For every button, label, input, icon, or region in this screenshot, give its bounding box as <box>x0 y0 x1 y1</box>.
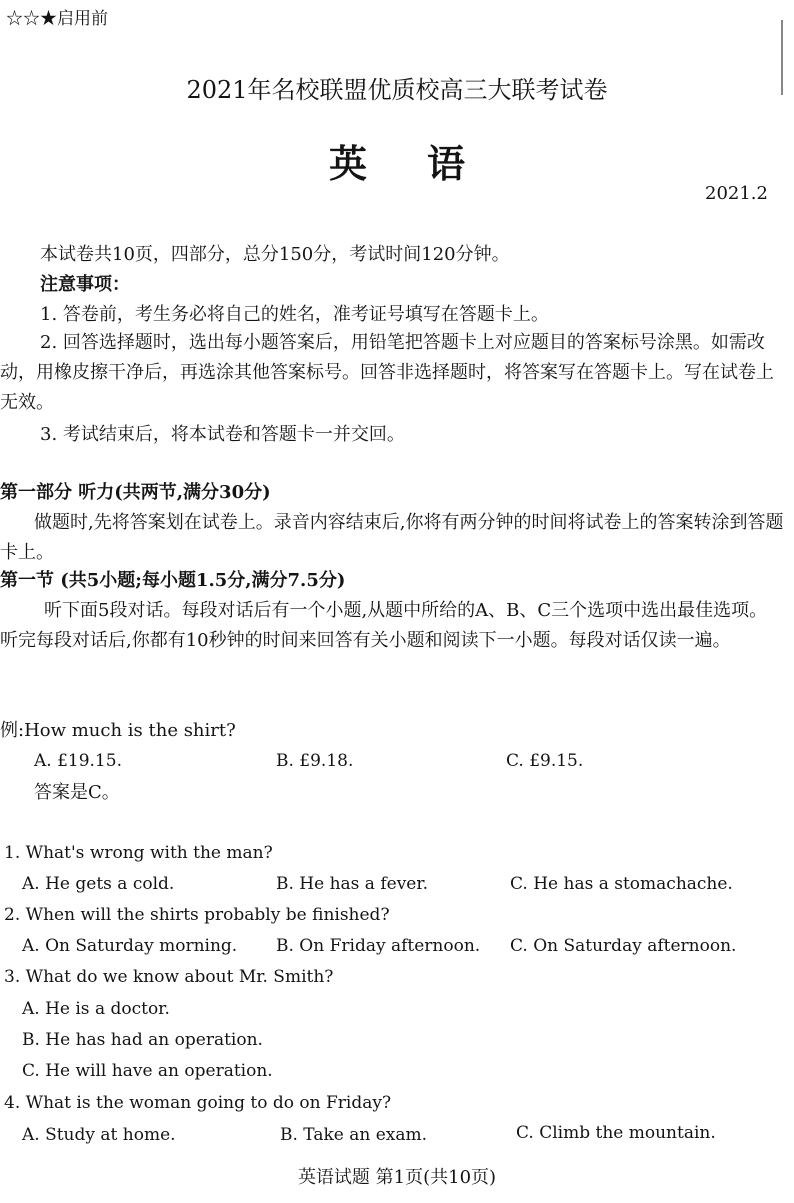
note-1: 1. 答卷前，考生务必将自己的姓名，准考证号填写在答题卡上。 <box>40 304 549 325</box>
intro-text: 本试卷共10页，四部分，总分150分，考试时间120分钟。 <box>40 244 510 265</box>
question-4-option-b: B. Take an exam. <box>280 1125 428 1145</box>
question-2: 2. When will the shirts probably be finished? <box>4 905 390 925</box>
exam-date: 2021.2 <box>705 183 768 204</box>
question-1: 1. What's wrong with the man? <box>4 843 273 863</box>
question-2-option-a: A. On Saturday morning. <box>22 936 238 956</box>
exam-title: 2021年名校联盟优质校高三大联考试卷 <box>186 76 608 104</box>
confidential-tag: ☆☆★启用前 <box>6 9 108 29</box>
example-question: 例:How much is the shirt? <box>0 720 236 741</box>
subject-title: 英语 <box>328 141 525 186</box>
question-4-option-a: A. Study at home. <box>22 1125 176 1145</box>
question-3-option-b: B. He has had an operation. <box>22 1030 263 1050</box>
question-1-option-c: C. He has a stomachache. <box>510 874 733 894</box>
note-2: 2. 回答选择题时，选出每小题答案后，用铅笔把答题卡上对应题目的答案标号涂黑。如需改动，用橡皮擦干净后，再选涂其他答案标号。回答非选择题时，将答案写在答题卡上。写在试卷上无效。 <box>0 332 774 413</box>
part1-instructions: 做题时,先将答案划在试卷上。录音内容结束后,你将有两分钟的时间将试卷上的答案转涂到答题卡上。 <box>0 512 784 563</box>
notes-heading: 注意事项： <box>40 274 130 295</box>
example-option-b: B. £9.18. <box>276 751 354 771</box>
section1-heading: 第一节 (共5小题;每小题1.5分,满分7.5分) <box>0 570 346 591</box>
question-2-option-b: B. On Friday afternoon. <box>276 936 481 956</box>
part1-heading: 第一部分 听力(共两节,满分30分) <box>0 482 271 503</box>
page-footer: 英语试题 第1页(共10页) <box>297 1167 497 1188</box>
question-1-option-a: A. He gets a cold. <box>22 874 175 894</box>
question-4-option-c: C. Climb the mountain. <box>516 1123 716 1143</box>
example-option-a: A. £19.15. <box>34 751 122 771</box>
question-1-option-b: B. He has a fever. <box>276 874 429 894</box>
example-option-c: C. £9.15. <box>506 751 584 771</box>
question-4: 4. What is the woman going to do on Friday? <box>4 1093 392 1113</box>
note-3: 3. 考试结束后，将本试卷和答题卡一并交回。 <box>40 424 405 445</box>
example-answer: 答案是C。 <box>34 782 120 803</box>
question-3-option-a: A. He is a doctor. <box>22 999 170 1019</box>
question-3: 3. What do we know about Mr. Smith? <box>4 967 334 987</box>
question-3-option-c: C. He will have an operation. <box>22 1061 273 1081</box>
section1-instructions: 听下面5段对话。每段对话后有一个小题,从题中所给的A、B、C三个选项中选出最佳选项。听完每段对话后,你都有10秒钟的时间来回答有关小题和阅读下一小题。每段对话仅读一遍。 <box>0 600 768 651</box>
question-2-option-c: C. On Saturday afternoon. <box>510 936 737 956</box>
